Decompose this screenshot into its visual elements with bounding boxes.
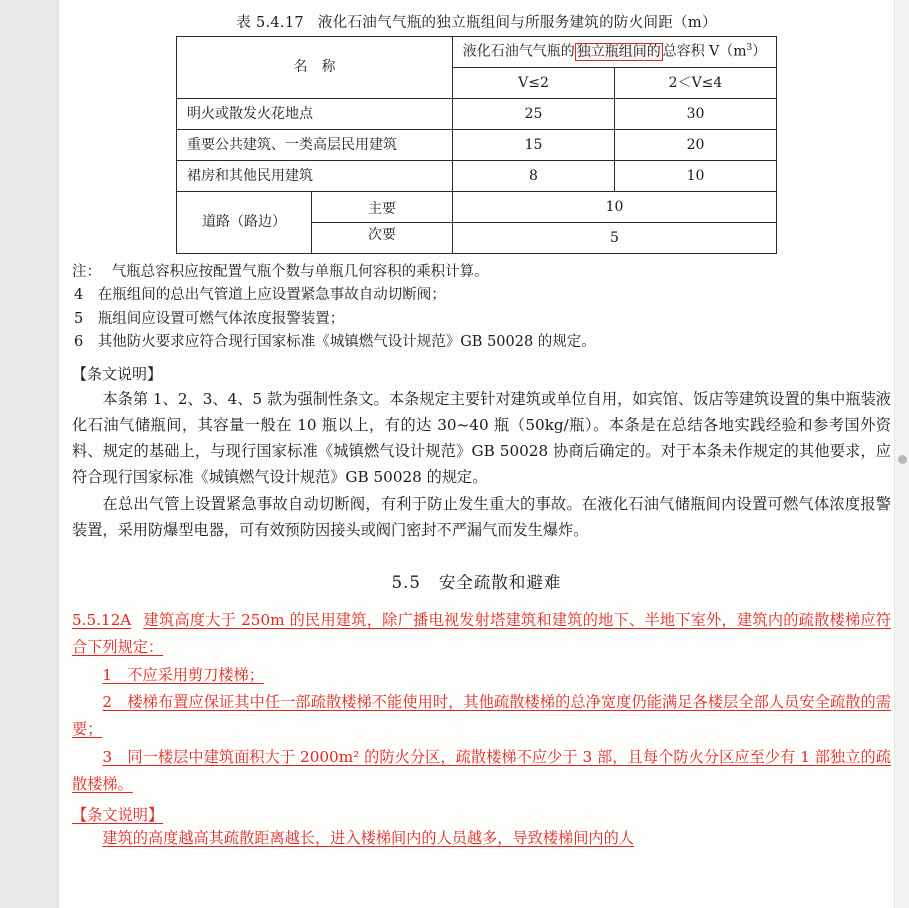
table-caption-number: 表 5.4.17 bbox=[236, 15, 304, 31]
table-row bbox=[176, 161, 776, 192]
road-sub1-value: 10 bbox=[452, 192, 776, 223]
table-row bbox=[176, 99, 776, 130]
clause-explanation-heading: 【条文说明】 bbox=[72, 806, 164, 825]
road-label: 道路（路边） bbox=[201, 214, 286, 231]
clause-id: 5.5.12A bbox=[72, 610, 132, 629]
row-value-2: 30 bbox=[614, 99, 776, 130]
row-value-1: 25 bbox=[452, 99, 614, 130]
road-group-cell bbox=[176, 192, 452, 254]
clause-item: 2 楼梯布置应保证其中任一部疏散楼梯不能使用时，其他疏散楼梯的总净宽度仍能满足各楼层全部人员安全疏散的需要； bbox=[72, 692, 891, 739]
section-number: 5.5 bbox=[391, 572, 421, 592]
note-label: 注： bbox=[72, 264, 101, 280]
clause-item: 3 同一楼层中建筑面积大于 2000m² 的防火分区，疏散楼梯不应少于 3 部，且每个防火分区应至少有 1 部独立的疏散楼梯。 bbox=[72, 747, 891, 793]
left-margin-gutter bbox=[0, 0, 59, 908]
row-name: 明火或散发火花地点 bbox=[176, 99, 452, 130]
clause-item: 1 不应采用剪刀楼梯； bbox=[102, 665, 264, 684]
fire-distance-table bbox=[176, 36, 777, 254]
scrollbar-thumb[interactable] bbox=[898, 455, 907, 464]
row-value-2: 20 bbox=[614, 130, 776, 161]
table-header-total-volume: 液化石油气气瓶的 独立瓶组间的 总容积 $V(m^3)$ bbox=[452, 37, 776, 68]
row-value-2: 10 bbox=[614, 161, 776, 192]
table-header-name: 名 称 bbox=[176, 37, 452, 99]
explanation-paragraph: 在总出气管上设置紧急事故自动切断阀，有利于防止发生重大的事故。在液化石油气储瓶间内设置可燃气体浓度报警装置，采用防爆型电器，可有效预防因接头或阀门密封不严漏气而发生爆炸。 bbox=[72, 494, 891, 539]
section-title bbox=[58, 569, 895, 593]
table-caption bbox=[58, 11, 895, 32]
road-sub1-label: 主要 bbox=[312, 197, 452, 223]
note-item: 6 其他防火要求应符合现行国家标准《城镇燃气设计规范》GB 50028 的规定。 bbox=[74, 334, 596, 351]
row-value-1: 8 bbox=[452, 161, 614, 192]
road-sub2-label: 次要 bbox=[367, 227, 396, 243]
row-name: 裙房和其他民用建筑 bbox=[176, 161, 452, 192]
table-caption-text: 液化石油气气瓶的独立瓶组间与所服务建筑的防火间距（m） bbox=[317, 15, 717, 31]
vertical-scrollbar[interactable] bbox=[894, 0, 909, 908]
note-line bbox=[58, 261, 895, 284]
clause-explanation-text: 建筑的高度越高其疏散距离越长，进入楼梯间内的人员越多，导致楼梯间内的人 bbox=[102, 829, 634, 848]
row-name: 重要公共建筑、一类高层民用建筑 bbox=[176, 130, 452, 161]
explanation-heading: 【条文说明】 bbox=[72, 364, 163, 383]
note-text: 气瓶总容积应按配置气瓶个数与单瓶几何容积的乘积计算。 bbox=[111, 264, 489, 280]
highlighted-term: 独立瓶组间的 bbox=[576, 43, 661, 60]
row-value-1: 15 bbox=[452, 130, 614, 161]
table-header-col2: 2＜V≤4 bbox=[614, 68, 776, 99]
section-name: 安全疏散和避难 bbox=[438, 572, 562, 592]
road-sub2-value: 5 bbox=[452, 223, 776, 254]
explanation-paragraph: 本条第 1、2、3、4、5 款为强制性条文。本条规定主要针对建筑或单位自用，如宾馆、饭店等建筑设置的集中瓶装液化石油气储瓶间，其容量一般在 10 瓶以上，有的达 30~40 瓶（50kg/瓶）。本条是在总结各地实践经验和参考国外资料、规定的基础上，与现行国家标准《城镇燃气设计规范》GB 50028 协商后确定的。对于本条未作规定的其他要求，应符合现行国家标准《城镇燃气设计规范》GB 50028 的规定。 bbox=[72, 389, 891, 487]
note-item: 4 在瓶组间的总出气管道上应设置紧急事故自动切断阀； bbox=[74, 287, 446, 304]
table-header-col1: V≤2 bbox=[452, 68, 614, 99]
table-row-road-primary bbox=[176, 192, 776, 223]
clause-lead bbox=[58, 607, 895, 662]
table-row bbox=[176, 130, 776, 161]
document-content bbox=[58, 0, 895, 908]
clause-lead-text: 建筑高度大于 250m 的民用建筑，除广播电视发射塔建筑和建筑的地下、半地下室外，建筑内的疏散楼梯应符合下列规定： bbox=[72, 610, 891, 657]
table-notes bbox=[58, 261, 895, 355]
table-header-row-1 bbox=[176, 37, 776, 68]
note-item: 5 瓶组间应设置可燃气体浓度报警装置； bbox=[74, 310, 345, 327]
